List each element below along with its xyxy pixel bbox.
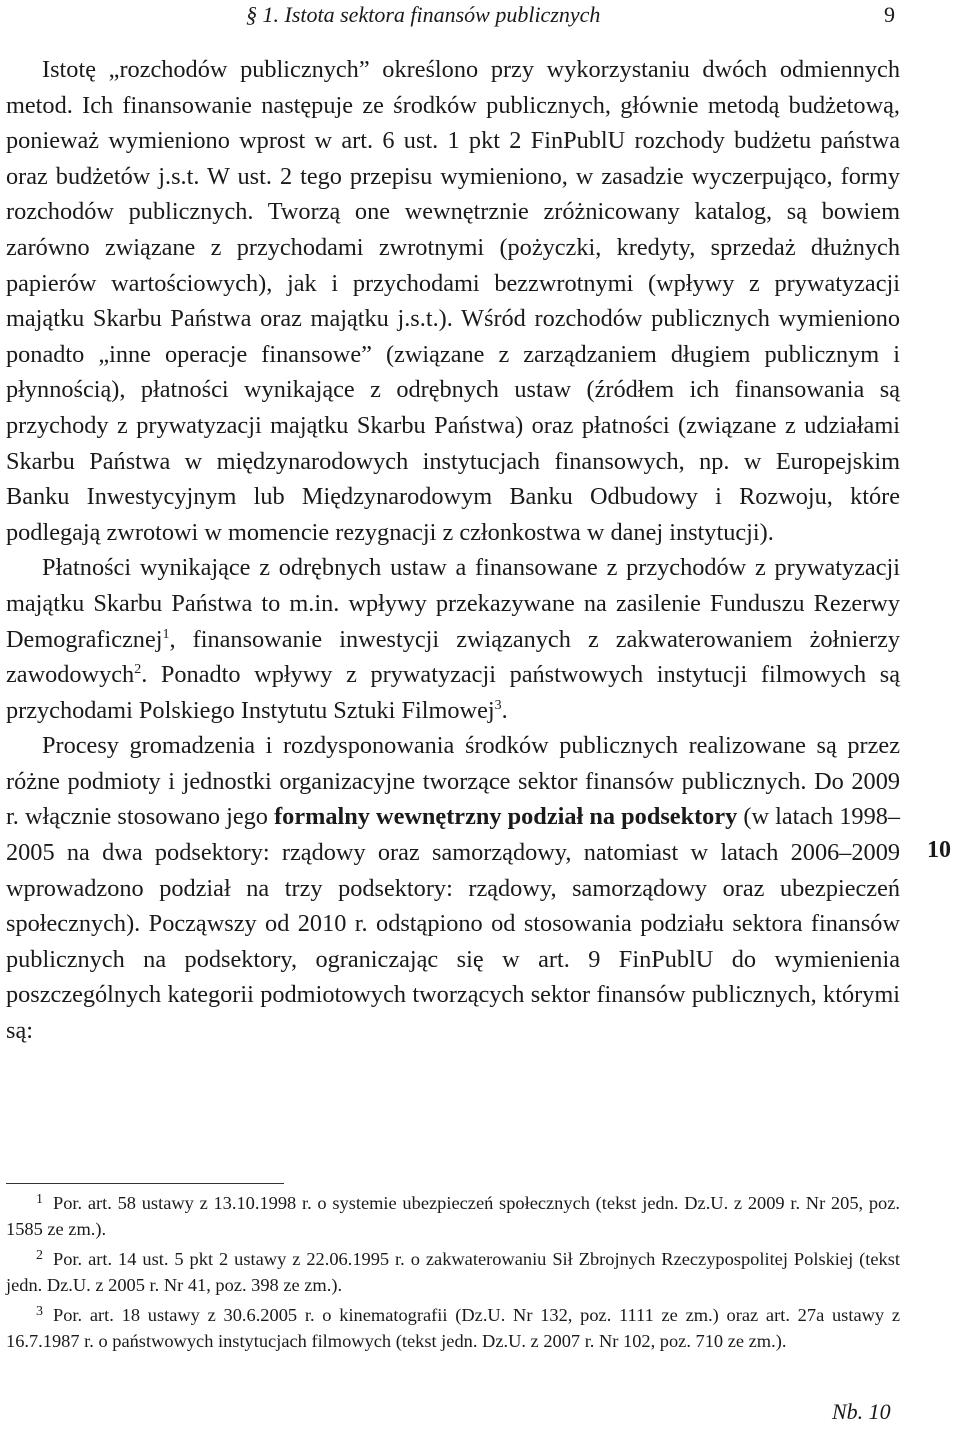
paragraph-rozchody: Istotę „rozchodów publicznych” określono przy wykorzystaniu dwóch odmiennych metod. Ich finansowanie następuje ze środków publicznych, głównie metodą budżetową, ponieważ wymieniono wprost w art. 6 ust. 1 pkt 2 FinPublU rozchody budżetu państwa oraz budżetów j.s.t. W ust. 2 tego przepisu wymieniono, w zasadzie wyczerpująco, formy rozchodów publicznych. Tworzą one wewnętrznie zróżnicowany katalog, są bowiem zarówno związane z przychodami zwrotnymi (pożyczki, kredyty, sprzedaż dłużnych papierów wartościowych), jak i przychodami bezzwrotnymi (wpływy z prywatyzacji majątku Skarbu Państwa oraz majątku j.s.t.). Wśród rozchodów publicznych wymieniono ponadto „inne operacje finansowe” (związane z zarządzaniem długiem publicznym i płynnością), płatności wynikające z odrębnych ustaw (źródłem ich finansowania są przychody z prywatyzacji majątku Skarbu Państwa) oraz płatności (związane z udziałami Skarbu Państwa w międzynarodowych instytucjach finansowych, np. w Europejskim Banku Inwestycyjnym lub Międzynarodowym Banku Odbudowy i Rozwoju, które podlegają zwrotowi w momencie rezygnacji z członkostwa w danej instytucji). (6, 56, 900, 546)
page-number: 9 (884, 2, 895, 27)
main-text (6, 52, 900, 1049)
footnotes (6, 1191, 900, 1354)
footnote-ref-1: 1 (162, 626, 170, 642)
footnote-text: Por. art. 58 ustawy z 13.10.1998 r. o systemie ubezpieczeń społecznych (tekst jedn. Dz.U. z 2009 r. Nr 205, poz. 1585 ze zm.). (6, 1193, 900, 1239)
footnote-number: 1 (36, 1192, 43, 1207)
paragraph-platnosci (6, 550, 900, 728)
margin-number: 10 (927, 837, 951, 863)
footnote-number: 3 (36, 1304, 43, 1319)
paragraph-text: , finansowanie inwestycji związanych z zakwaterowaniem żołnierzy zawodowych (6, 625, 900, 689)
bold-phrase: formalny wewnętrzny podział na podsektory (274, 803, 738, 831)
paragraph-text: Procesy gromadzenia i rozdysponowania środków publicznych realizowane są przez różne podmioty i jednostki organizacyjne tworzące sektor finansów publicznych. Do 2009 r. włącznie stosowano jego (6, 732, 900, 831)
footnote-2 (6, 1247, 900, 1298)
paragraph-text: . Ponadto wpływy z prywatyzacji państwowych instytucji filmowych są przychodami Polskiego Instytutu Sztuki Filmowej (6, 661, 900, 724)
footnote-text: Por. art. 14 ust. 5 pkt 2 ustawy z 22.06.1995 r. o zakwaterowaniu Sił Zbrojnych Rzeczypospolitej Polskiej (tekst jedn. Dz.U. z 2005 r. Nr 41, poz. 398 ze zm.). (6, 1249, 900, 1295)
paragraph-procesy (6, 728, 900, 1048)
footnote-number: 2 (36, 1248, 43, 1263)
running-header-title: § 1. Istota sektora finansów publicznych (246, 2, 601, 27)
footnote-ref-3: 3 (494, 697, 502, 713)
paragraph-text: (w latach 1998–2005 na dwa podsektory: rządowy oraz samorządowy, natomiast w latach 2006–2009 wprowadzono podział na trzy podsektory: rządowy, samorządowy oraz ubezpieczeń społecznych). Począwszy od 2010 r. odstąpiono od stosowania podziału sektora finansów publicznych na podsektory, ograniczając się w art. 9 FinPublU do wymienienia poszczególnych kategorii podmiotowych tworzących sektor finansów publicznych, którymi są: (6, 803, 901, 1045)
margin-number-footer: Nb. 10 (832, 1399, 891, 1424)
paragraph-text: Płatności wynikające z odrębnych ustaw a finansowane z przychodów z prywatyzacji majątku Skarbu Państwa to m.in. wpływy przekazywane na zasilenie Funduszu Rezerwy Demograficznej (6, 554, 900, 653)
paragraph-text: . (501, 696, 508, 724)
footnote-3 (6, 1303, 900, 1354)
running-header (0, 0, 960, 34)
footnote-1 (6, 1191, 900, 1242)
footnote-ref-2: 2 (134, 662, 142, 678)
footnote-separator (6, 1183, 284, 1184)
footnote-text: Por. art. 18 ustawy z 30.6.2005 r. o kinematografii (Dz.U. Nr 132, poz. 1111 ze zm.) oraz art. 27a ustawy z 16.7.1987 r. o państwowych instytucjach filmowych (tekst jedn. Dz.U. z 2007 r. Nr 102, poz. 710 ze zm.). (6, 1305, 900, 1351)
